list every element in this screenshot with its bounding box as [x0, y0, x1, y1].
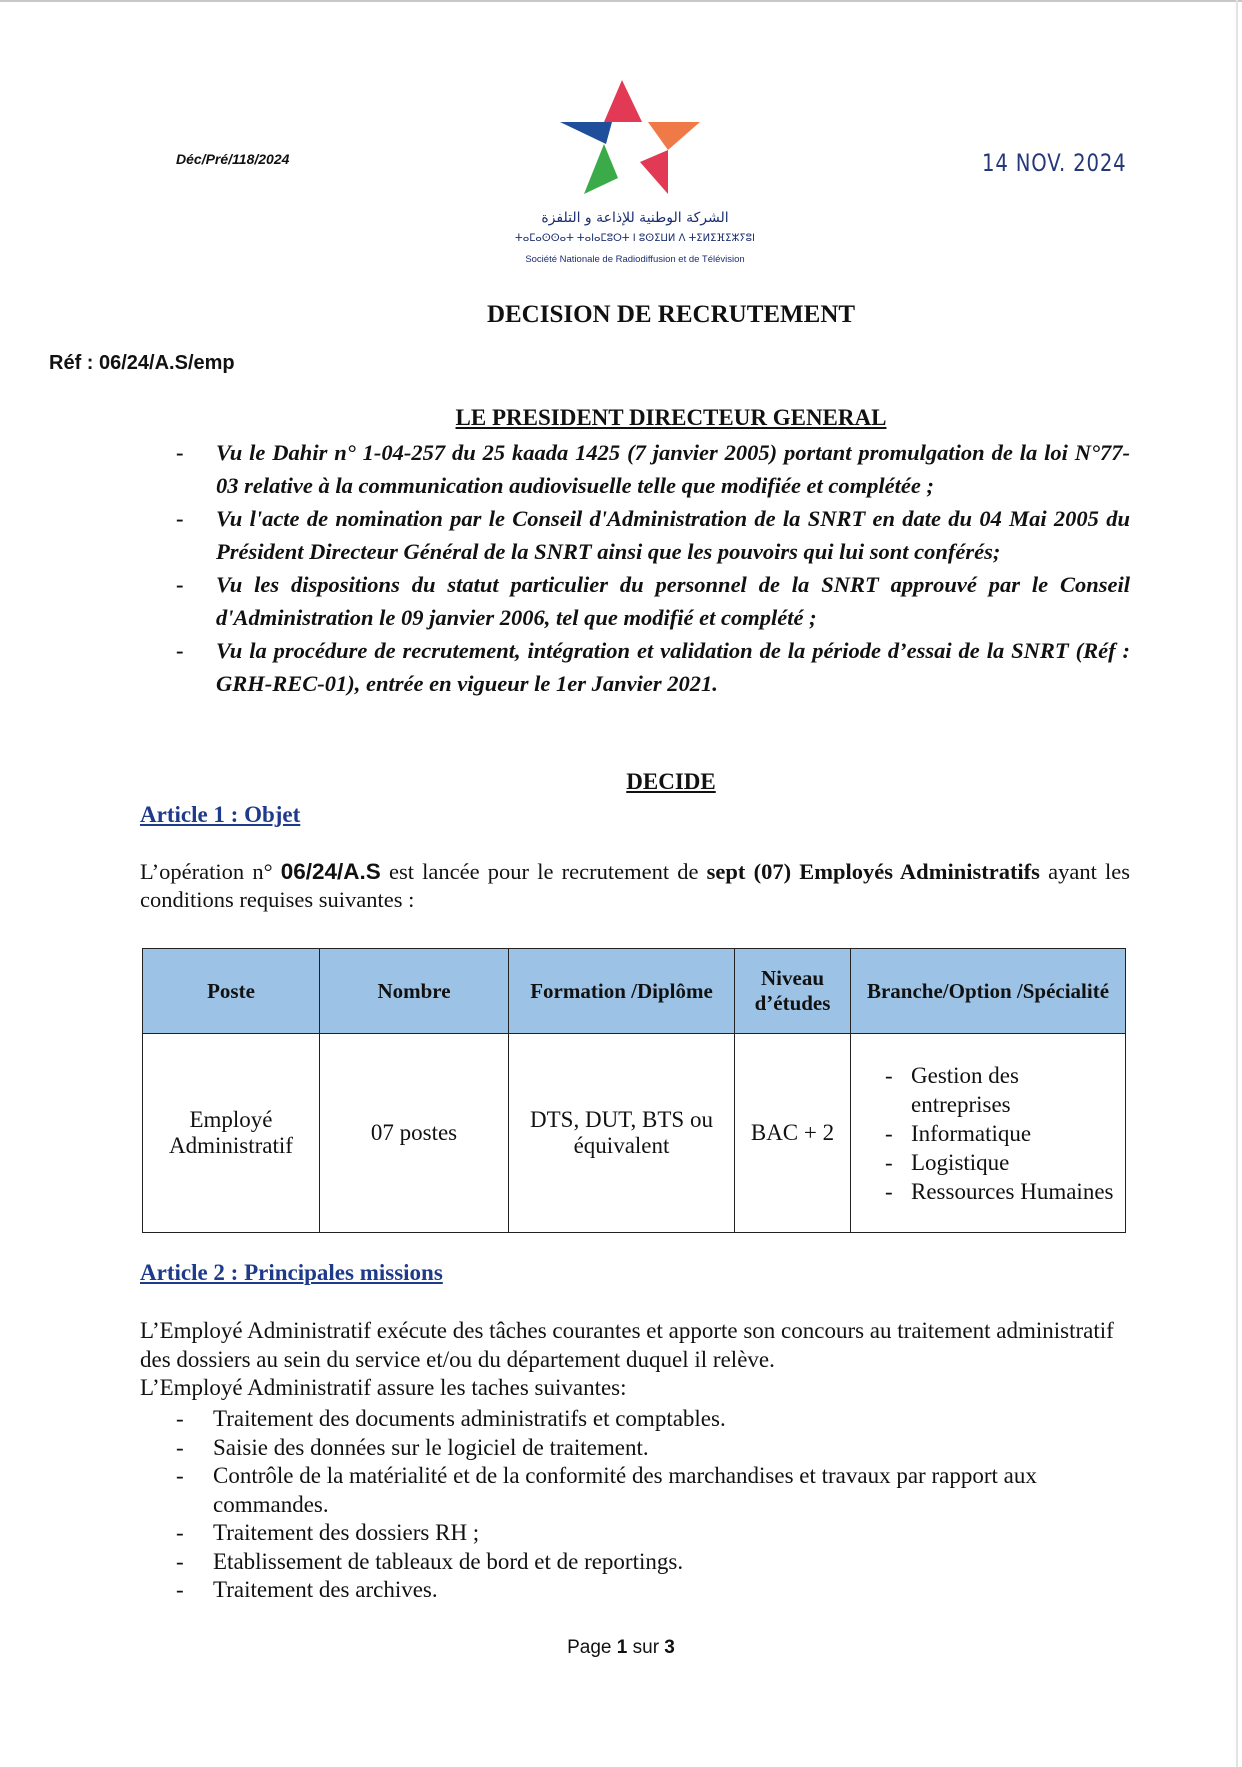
- decision-reference: Déc/Pré/118/2024: [176, 151, 290, 167]
- cell-poste: Employé Administratif: [143, 1034, 320, 1233]
- snrt-star-logo: [560, 78, 700, 198]
- branch-item: - Ressources Humaines: [855, 1177, 1121, 1206]
- article-1-text: L’opération n° 06/24/A.S est lancée pour le recrutement de sept (07) Employés Administratifs ayant les conditions requises suivantes :: [140, 859, 1131, 912]
- consideration-item: - Vu les dispositions du statut particulier du personnel de la SNRT approuvé par le Conseil d'Administration le 09 janvier 2006, tel que modifié et complété ;: [176, 568, 1130, 634]
- task-item: - Contrôle de la matérialité et de la conformité des marchandises et travaux par rapport aux commandes.: [176, 1462, 1126, 1519]
- scan-edge-right: [1236, 0, 1238, 1767]
- branch-item: - Gestion des entreprises: [855, 1061, 1121, 1119]
- table-row: [143, 1034, 1126, 1233]
- org-name-tifinagh: ⵜⴰⵎⴰⵙⵙⴰⵜ ⵜⴰⵏⴰⵎⵓⵔⵜ ⵏ ⵓⵙⵉⵡⵍ ⴷ ⵜⵉⵍⵉⴼⵉⵣⵢⵓⵏ: [515, 233, 755, 244]
- task-item: - Traitement des dossiers RH ;: [176, 1519, 1126, 1548]
- task-item: - Traitement des archives.: [176, 1576, 1126, 1605]
- branch-list: [855, 1061, 1121, 1206]
- article-2-paragraph: L’Employé Administratif exécute des tâches courantes et apporte son concours au traitement administratif des dossiers au sein du service et/ou du département duquel il relève.: [140, 1318, 1114, 1372]
- page-number: Page 1 sur 3: [567, 1637, 675, 1658]
- article-2-title: Article 2 : Principales missions: [140, 1260, 443, 1285]
- article-2-text: [140, 1317, 1140, 1403]
- operation-number: 06/24/A.S: [280, 859, 381, 884]
- task-item: - Etablissement de tableaux de bord et de reportings.: [176, 1548, 1126, 1577]
- org-name-french: Société Nationale de Radiodiffusion et de Télévision: [525, 254, 745, 265]
- task-item: - Traitement des documents administratifs et comptables.: [176, 1405, 1126, 1434]
- cell-branches: [851, 1034, 1126, 1233]
- table-header-cell: Poste: [143, 949, 320, 1034]
- consideration-item: - Vu le Dahir n° 1-04-257 du 25 kaada 1425 (7 janvier 2005) portant promulgation de la loi N°77-03 relative à la communication audiovisuelle telle que modifiée et complétée ;: [176, 436, 1130, 502]
- task-item: - Saisie des données sur le logiciel de traitement.: [176, 1434, 1126, 1463]
- cell-formation: DTS, DUT, BTS ou équivalent: [509, 1034, 735, 1233]
- article-2-paragraph: L’Employé Administratif assure les taches suivantes:: [140, 1375, 627, 1400]
- table-header-cell: Nombre: [320, 949, 509, 1034]
- branch-item: - Informatique: [855, 1119, 1121, 1148]
- decide-heading: DECIDE: [626, 769, 716, 794]
- recruitment-reference: Réf : 06/24/A.S/emp: [49, 352, 235, 374]
- consideration-item: - Vu l'acte de nomination par le Conseil d'Administration de la SNRT en date du 04 Mai 2005 du Président Directeur Général de la SNRT ainsi que les pouvoirs qui lui sont conférés;: [176, 502, 1130, 568]
- scan-edge-top: [0, 0, 1242, 2]
- cell-niveau: BAC + 2: [735, 1034, 851, 1233]
- table-header-cell: Niveau d’études: [735, 949, 851, 1034]
- tasks-list: [176, 1405, 1126, 1605]
- recruitment-count: sept (07) Employés Administratifs: [706, 859, 1040, 884]
- consideration-item: - Vu la procédure de recrutement, intégration et validation de la période d’essai de la SNRT (Réf : GRH-REC-01), entrée en vigueur le 1er Janvier 2021.: [176, 634, 1130, 700]
- authority-heading: LE PRESIDENT DIRECTEUR GENERAL: [455, 405, 887, 430]
- table-header-cell: Branche/Option /Spécialité: [851, 949, 1126, 1034]
- date-stamp: 14 NOV. 2024: [982, 149, 1127, 177]
- org-name-arabic: الشركة الوطنية للإذاعة و التلفزة: [541, 210, 729, 226]
- requirements-table: [142, 948, 1126, 1233]
- cell-nombre: 07 postes: [320, 1034, 509, 1233]
- branch-item: - Logistique: [855, 1148, 1121, 1177]
- document-title: DECISION DE RECRUTEMENT: [486, 301, 856, 328]
- table-header-cell: Formation /Diplôme: [509, 949, 735, 1034]
- table-header-row: [143, 949, 1126, 1034]
- article-1-title: Article 1 : Objet: [140, 802, 301, 827]
- considerations-list: [176, 436, 1130, 700]
